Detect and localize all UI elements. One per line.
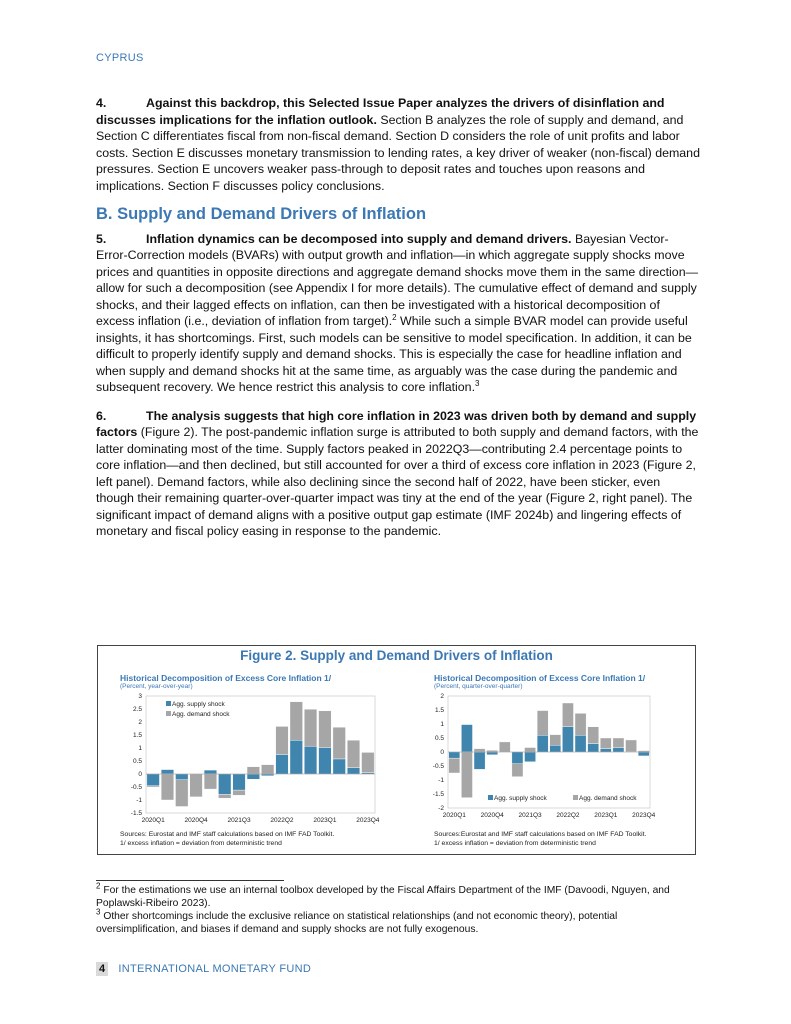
legend-swatch <box>488 795 493 800</box>
demand-bar <box>247 767 260 774</box>
legend-label: Agg. demand shock <box>172 711 230 718</box>
demand-bar <box>537 711 548 736</box>
demand-bar <box>190 774 203 797</box>
footnote <box>96 907 700 936</box>
supply-bar <box>161 770 174 774</box>
x-tick-label: 2022Q2 <box>270 817 294 824</box>
footnote-number: 2 <box>96 881 101 891</box>
x-tick-label: 2022Q2 <box>556 812 580 819</box>
paragraph-6 <box>96 408 700 540</box>
legend-swatch <box>166 711 171 716</box>
supply-bar <box>588 744 599 752</box>
supply-bar <box>319 747 332 774</box>
y-tick-label: 1 <box>138 745 142 752</box>
demand-bar <box>550 735 561 746</box>
supply-bar <box>290 740 303 774</box>
demand-bar <box>474 749 485 752</box>
chart-svg <box>434 690 674 825</box>
legend-swatch <box>573 795 578 800</box>
chart-title: Historical Decomposition of Excess Core Inflation 1/ <box>120 673 332 683</box>
supply-bar <box>537 735 548 752</box>
demand-bar <box>347 740 360 768</box>
demand-bar <box>261 765 274 774</box>
x-tick-label: 2021Q3 <box>518 812 542 819</box>
chart-subtitle: (Percent, year-over-year) <box>120 683 193 690</box>
demand-bar <box>499 742 510 752</box>
x-tick-label: 2020Q4 <box>184 817 208 824</box>
supply-bar <box>487 752 498 755</box>
footnote <box>96 881 700 910</box>
supply-bar <box>600 749 611 752</box>
footnote-ref[interactable]: 3 <box>475 378 480 388</box>
footnote-divider <box>96 880 284 881</box>
chart-note: 1/ excess inflation = deviation from deterministic trend <box>434 840 596 847</box>
supply-bar <box>461 725 472 752</box>
demand-bar <box>204 774 217 789</box>
supply-bar <box>276 755 289 775</box>
supply-bar <box>204 770 217 774</box>
y-tick-label: 1.5 <box>434 707 444 714</box>
demand-bar <box>319 711 332 748</box>
supply-bar <box>233 774 246 790</box>
legend-label: Agg. demand shock <box>579 795 637 802</box>
demand-bar <box>276 726 289 754</box>
demand-bar <box>147 786 160 787</box>
page-footer <box>96 962 311 976</box>
chart-right <box>434 673 674 848</box>
footer-org: INTERNATIONAL MONETARY FUND <box>118 963 312 975</box>
y-tick-label: 2 <box>440 693 444 700</box>
y-tick-label: 0 <box>138 771 142 778</box>
y-tick-label: -2 <box>438 805 444 812</box>
supply-bar <box>449 752 460 758</box>
y-tick-label: 0.5 <box>132 758 142 765</box>
supply-bar <box>575 735 586 752</box>
supply-bar <box>512 752 523 764</box>
x-tick-label: 2023Q1 <box>594 812 618 819</box>
y-tick-label: 1.5 <box>132 732 142 739</box>
figure-2 <box>97 645 696 855</box>
supply-bar <box>347 768 360 774</box>
y-tick-label: -0.5 <box>432 763 444 770</box>
demand-bar <box>333 727 346 759</box>
paragraph-4 <box>96 95 700 194</box>
y-tick-label: -1 <box>438 777 444 784</box>
lead-sentence: Inflation dynamics can be decomposed into supply and demand drivers. <box>146 231 572 246</box>
chart-subtitle: (Percent, quarter-over-quarter) <box>434 683 523 690</box>
demand-bar <box>613 738 624 748</box>
supply-bar <box>333 759 346 774</box>
paragraph-text: (Figure 2). The post-pandemic inflation surge is attributed to both supply and demand factors, with the latter dominating most of the time. Supply factors peaked in 2022Q3—contributing 2.4 percentage points to core inflation—and then declined, but still accounted for over a third of excess core inflation in 2023 (Figure 2, left panel). Demand factors, while also declining since the second half of 2022, have been sticker, even though their remaining quarter-over-quarter impact was tiny at the end of the year (Figure 2, right panel). The significant impact of demand aligns with a positive output gap estimate (IMF 2024b) and lingering effects of monetary and fiscal policy easing in response to the pandemic. <box>96 425 699 538</box>
demand-bar <box>290 702 303 740</box>
demand-bar <box>588 727 599 744</box>
body-text <box>96 95 700 552</box>
paragraph-text: Bayesian Vector-Error-Correction models (BVARs) with output growth and inflation—in which aggregate supply shocks move prices and quantities in opposite directions and aggregate demand shocks move them in the same direction—allow for such a decomposition (see Appendix I for more details). The cumulative effect of demand and supply shocks, and their lagged effects on inflation, can then be investigated with a historical decomposition of excess inflation (i.e., deviation of inflation from target). <box>96 231 698 328</box>
supply-bar <box>304 746 317 774</box>
supply-bar <box>147 774 160 786</box>
y-tick-label: 2.5 <box>132 706 142 713</box>
paragraph-number: 4. <box>96 96 107 110</box>
chart-svg <box>120 690 380 825</box>
demand-bar <box>233 790 246 795</box>
x-tick-label: 2023Q1 <box>313 817 337 824</box>
y-tick-label: -1 <box>136 797 142 804</box>
demand-bar <box>525 748 536 752</box>
x-tick-label: 2023Q4 <box>356 817 380 824</box>
section-heading: B. Supply and Demand Drivers of Inflation <box>96 205 427 223</box>
footnote-text: For the estimations we use an internal toolbox developed by the Fiscal Affairs Department of the IMF (Davoodi, Nguyen, and Poplawski-Ribeiro 2023). <box>96 885 670 909</box>
supply-bar <box>550 745 561 752</box>
y-tick-label: 3 <box>138 693 142 700</box>
demand-bar <box>449 758 460 773</box>
y-tick-label: 0 <box>440 749 444 756</box>
demand-bar <box>600 738 611 749</box>
y-tick-label: 2 <box>138 719 142 726</box>
legend-label: Agg. supply shock <box>494 795 547 802</box>
legend-swatch <box>166 701 171 706</box>
page-number: 4 <box>96 962 108 976</box>
x-tick-label: 2021Q3 <box>227 817 251 824</box>
footnote-ref[interactable]: 2 <box>392 312 397 322</box>
demand-bar <box>626 740 637 752</box>
x-tick-label: 2023Q4 <box>632 812 656 819</box>
paragraph-text: While such a simple BVAR model can provide useful insights, it has shortcomings. First, such models can be sensitive to model specification. In addition, it can be difficult to properly identify supply and demand shocks. This is especially the case for headline inflation and when supply and demand shocks hit at the same time, as arguably was the case during the pandemic and subsequent recovery. We hence restrict this analysis to core inflation. <box>96 314 692 394</box>
lead-sentence: Against this backdrop, this Selected Issue Paper analyzes the drivers of disinflation and discusses implications for the inflation outlook. <box>96 96 665 127</box>
supply-bar <box>613 748 624 752</box>
footnote-text: Other shortcomings include the exclusive reliance on statistical relationships (and not economic theory), potential oversimplification, and biases if demand and supply shocks are not fully exogenous. <box>96 911 618 935</box>
x-tick-label: 2020Q1 <box>141 817 165 824</box>
paragraph-number: 5. <box>96 231 107 246</box>
legend-label: Agg. supply shock <box>172 701 225 708</box>
chart-sources: Sources:Eurostat and IMF staff calculations based on IMF FAD Toolkit. <box>434 831 647 838</box>
chart-left <box>120 673 380 848</box>
demand-bar <box>218 794 231 798</box>
y-tick-label: -1.5 <box>432 791 444 798</box>
y-tick-label: 1 <box>440 721 444 728</box>
demand-bar <box>512 764 523 777</box>
supply-bar <box>218 774 231 794</box>
demand-bar <box>161 774 174 800</box>
chart-title: Historical Decomposition of Excess Core Inflation 1/ <box>434 673 646 683</box>
running-header: CYPRUS <box>96 52 144 64</box>
chart-sources: Sources: Eurostat and IMF staff calculations based on IMF FAD Toolkit. <box>120 831 335 838</box>
supply-bar <box>638 752 649 756</box>
y-tick-label: 0.5 <box>434 735 444 742</box>
figure-title: Figure 2. Supply and Demand Drivers of Inflation <box>240 648 553 663</box>
y-tick-label: -1.5 <box>130 810 142 817</box>
paragraph-5 <box>96 231 700 396</box>
y-tick-label: -0.5 <box>130 784 142 791</box>
supply-bar <box>525 752 536 762</box>
demand-bar <box>175 780 188 807</box>
demand-bar <box>362 752 375 772</box>
supply-bar <box>562 727 573 752</box>
supply-bar <box>175 774 188 780</box>
supply-bar <box>247 774 260 779</box>
demand-bar <box>461 752 472 798</box>
demand-bar <box>562 703 573 727</box>
x-tick-label: 2020Q4 <box>480 812 504 819</box>
chart-note: 1/ excess inflation = deviation from deterministic trend <box>120 840 282 847</box>
demand-bar <box>575 713 586 735</box>
x-tick-label: 2020Q1 <box>442 812 466 819</box>
paragraph-text: Section B analyzes the role of supply and demand, and Section C differentiates fiscal from non-fiscal demand. Section D considers the role of unit profits and labor costs. Section E discusses monetary transmission to lending rates, a key driver of weaker (non-fiscal) demand pressures. Section E uncovers weaker pass-through to deposit rates and touches upon reasons and implications. Section F discusses policy conclusions. <box>96 112 700 193</box>
footnotes <box>96 881 700 936</box>
supply-bar <box>474 752 485 769</box>
lead-sentence: The analysis suggests that high core inflation in 2023 was driven both by demand and supply factors <box>96 408 697 439</box>
paragraph-number: 6. <box>96 408 107 423</box>
demand-bar <box>304 709 317 746</box>
footnote-number: 3 <box>96 907 101 917</box>
